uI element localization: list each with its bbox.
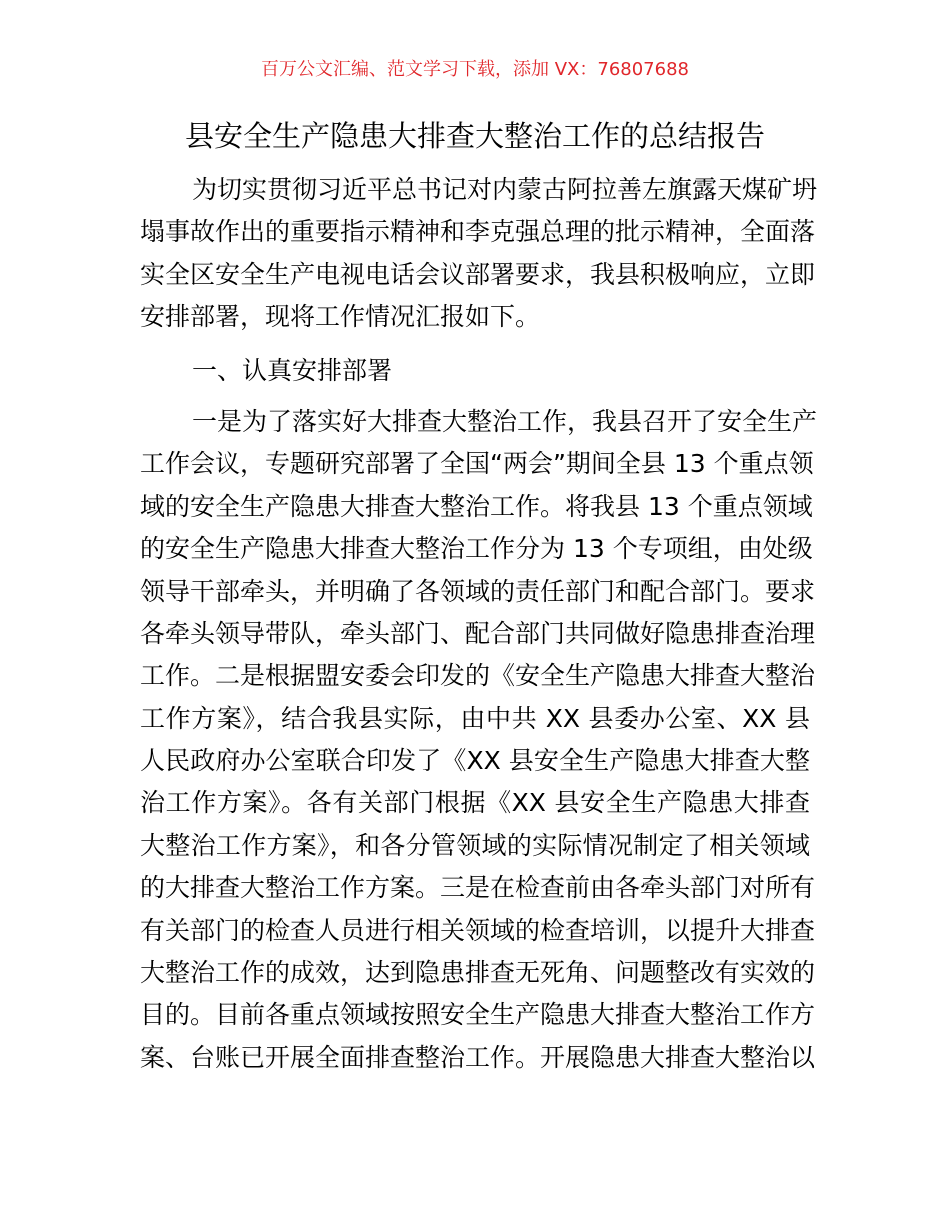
text-line: 工作。二是根据盟安委会印发的《安全生产隐患大排查大整治 — [140, 661, 816, 691]
section-heading — [140, 350, 810, 392]
text-line: 的大排查大整治工作方案。三是在检查前由各牵头部门对所有 — [140, 873, 816, 903]
text-line: 域的安全生产隐患大排查大整治工作。将我县 13 个重点领域 — [140, 491, 813, 521]
text-line: 的安全生产隐患大排查大整治工作分为 13 个专项组，由处级 — [140, 534, 813, 564]
text-line: 人民政府办公室联合印发了《XX 县安全生产隐患大排查大整 — [140, 746, 810, 776]
text-line: 工作方案》，结合我县实际，由中共 XX 县委办公室、XX 县 — [140, 703, 810, 733]
paragraph-intro — [140, 169, 818, 339]
text-line: 案、台账已开展全面排查整治工作。开展隐患大排查大整治以 — [140, 1042, 816, 1072]
document-title: 县安全生产隐患大排查大整治工作的总结报告 — [184, 119, 765, 153]
text-line: 各牵头领导带队，牵头部门、配合部门共同做好隐患排查治理 — [140, 618, 816, 648]
text-line: 大整治工作的成效，达到隐患排查无死角、问题整改有实效的 — [140, 958, 816, 988]
document-body — [140, 169, 818, 1079]
text-line: 实全区安全生产电视电话会议部署要求，我县积极响应，立即 — [140, 259, 816, 289]
text-line: 工作会议，专题研究部署了全国“两会”期间全县 13 个重点领 — [140, 449, 814, 479]
section-heading-text: 一、认真安排部署 — [192, 355, 393, 385]
text-line: 目的。目前各重点领域按照安全生产隐患大排查大整治工作方 — [140, 1000, 816, 1030]
text-line: 塌事故作出的重要指示精神和李克强总理的批示精神，全面落 — [140, 217, 816, 247]
text-line: 一是为了落实好大排查大整治工作，我县召开了安全生产 — [192, 406, 818, 436]
paragraph-section-1 — [140, 401, 818, 1079]
text-line: 为切实贯彻习近平总书记对内蒙古阿拉善左旗露天煤矿坍 — [192, 175, 818, 204]
text-line: 安排部署，现将工作情况汇报如下。 — [140, 302, 541, 332]
text-line: 大整治工作方案》，和各分管领域的实际情况制定了相关领域 — [140, 830, 810, 860]
text-line: 有关部门的检查人员进行相关领域的检查培训，以提升大排查 — [140, 915, 816, 945]
text-line: 治工作方案》。各有关部门根据《XX 县安全生产隐患大排查 — [140, 788, 810, 818]
watermark-banner: 百万公文汇编、范文学习下载，添加 VX：76807688 — [261, 59, 689, 80]
text-line: 领导干部牵头，并明确了各领域的责任部门和配合部门。要求 — [140, 576, 816, 606]
